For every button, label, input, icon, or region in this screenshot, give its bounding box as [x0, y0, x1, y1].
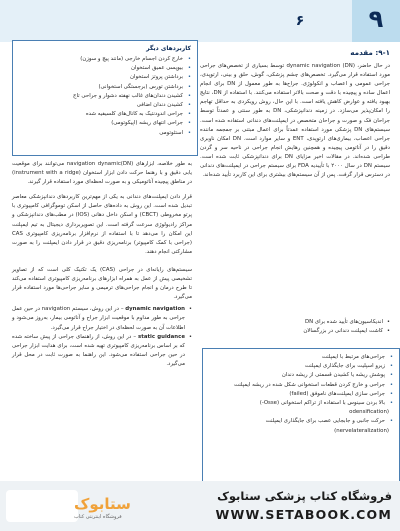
bullet-text: – در این روش، سیستم navigation در حین عمل جراحی به طور مداوم با موقعیت ابزار جراح و آناتومی بیمار، به‌روز می‌شود و اطلاعات آن به صورت لحظه‌ای در اختیار جراح قرار می‌گیرد.: [12, 306, 185, 331]
box-item: • خارج کردن اجسام خارجی (مانند پیچ و سوزن): [19, 55, 191, 64]
implant-surgery-box: [202, 348, 400, 486]
box-item: • بالا بردن سینوس با استفاده از تراکم استخوانی (Osse-): [209, 399, 393, 408]
box-item: • پوشش ریشه یا کشیدن قسمتی از ریشه دندان: [209, 371, 393, 380]
box-item: • جراحی‌های مرتبط با ایمپلنت: [209, 353, 393, 362]
box-item: • حرکت جانبی و جابجایی عصب برای جایگذاری ایمپلنت: [209, 417, 393, 426]
store-url[interactable]: WWW.SETABOOK.COM: [215, 507, 392, 522]
intro-paragraph: در حال حاضر، dynamic navigation (DN) توسط بسیاری از تخصص‌های جراحی مورد استفاده قرار می‌گیرد. تخصص‌های چشم پزشکی، گوش، حلق و بینی، ارتوپدی، جراحی عمومی و اعصاب و انکولوژی. جراح‌ها به طور معمول از DN برای انجام اعمال ساده و پیچیده با دقت و صحت بالاتر استفاده می‌کنند. با استفاده از DN، نتایج بهبود یافته و عوارض کاهش یافته است. با این حال، روش رویکردی به حداقل تهاجم را امکان‌پذیر می‌سازد. در زمینه دندانپزشکی، DN به طور سنتی و عمدتاً توسط جراحان فک و صورت و جراحان متخصص در ایمپلنت‌های دندانی استفاده شده است. سیستم‌های DN پزشکی مورد استفاده عمدتاً برای اعمال مبتنی بر جمجمه ماننده جراحی اعصاب، بیماری‌های ارتوپدی، ENT و سایر موارد است. DN امکان ناوبری دقیق را در آناتومی پیچیده و همچنین رهایش انجام جراحی در ناحیه سر و گردن طراحی شده‌اند. در مقالات اخیر مزایای DN برای دندانپزشکی ثابت شده است. سیستم DN در سال ۲۰۰۰ با تأییدیه FDA برای سیستم جراحی در ایمپلنت‌های دندانی در دسترس قرار گرفت. پس از آن سیستم‌های بیشتری برای این کاربرد تأیید شده‌اند.: [200, 63, 390, 179]
body-paragraph: به طور خلاصه، ابزارهای navigation dynamic(DN) می‌توانند برای موقعیت یابی دقیق و با رهنما حرکت دادن ابزار استخوان (instrument with a ridge) در مناطق پیچیده آناتومیکی و به صورت لحظه‌ای مورد استفاده قرار گیرند.: [12, 161, 192, 186]
box-item: (odensification: [349, 409, 389, 416]
bullet-text: – در این روش، از راهنمای جراحی از پیش ساخته شده که بر اساس برنامه‌ریزی کامپیوتری تهیه شده است، برای هدایت ابزار جراحی در حین جراحی استفاده می‌شود. این راهنما به صورت ثابت در محل قرار می‌گیرد.: [12, 333, 185, 367]
method-bullet: [12, 305, 192, 332]
bullet-term: static guidance: [138, 333, 185, 340]
section-title: ۹-۱: مقدمه: [350, 48, 390, 57]
box-item: • برداشتن پروتز استخوان: [19, 73, 191, 82]
body-paragraph: سیستم‌های رایانه‌ای در جراحی (CAS) یک تکنیک کلی است که از تصاویر تشخیصی پیش از عمل به همراه ابزارهای برنامه‌ریزی کامپیوتری استفاده می‌کند تا طرح درمان و انجام جراحی‌های ترمیمی و سایر جراحی‌ها مورد استفاده قرار می‌گیرد.: [12, 266, 192, 301]
body-paragraph: قرار دادن ایمپلنت‌های دندانی به یکی از مهم‌ترین کاربردهای دندانپزشکی معاصر تبدیل شده است. این روش به داده‌های حاصل از اسکن توموگرافی کامپیوتری با پرتو مخروطی (CBCT) و اسکن داخل دهانی (IOS) در مطب‌های دندانپزشکی و مراکز رادیولوژی سرعت گرفته است. این تصویربرداری دیجیتال به تیم ایمپلنت این امکان را می‌دهد تا با استفاده از نرم‌افزار برنامه‌ریزی کامپیوتری CAS (جراحی با کمک کامپیوتر) برنامه‌ریزی دقیق در قرار دادن ایمپلنت را به صورت مشارکتی انجام دهند.: [12, 194, 192, 255]
box-item: • استئوتومی: [19, 129, 191, 138]
box-item: • برداشتن تورس (برجستگی استخوانی): [19, 83, 191, 92]
intro-column: [200, 62, 390, 180]
indication-item: • کاشت ایمپلنت دندانی در بزرگسالان: [200, 327, 390, 336]
store-title: فروشگاه کتاب پزشکی ستابوک: [217, 489, 392, 503]
logo-text: ستابوک: [74, 495, 131, 513]
box-item: • کشیدن دندان‌های غالب نهفته دشوار و جراحی تاج: [19, 92, 191, 101]
box-item: • جراحی انتهای ریشه (اپیکوتومی): [19, 119, 191, 128]
setabook-logo: [6, 490, 131, 522]
other-uses-box: [12, 40, 198, 156]
page-number: ۹: [368, 5, 384, 33]
box-item: • کشیدن دندان اضافی: [19, 101, 191, 110]
left-body-column: [12, 160, 192, 369]
header-band: [0, 0, 400, 42]
box-title: کاربردهای دیگر: [146, 45, 191, 52]
method-bullet: [12, 333, 192, 369]
box-item: • بیوپسی عمیق استخوان: [19, 64, 191, 73]
box-item: • جراحی سازی ایمپلنت‌های ناموفق (failed): [209, 390, 393, 399]
box-item: • جراحی اندودنتیک به کانال‌های کلسیفیه شده: [19, 110, 191, 119]
indication-item: • اندیکاسیون‌های تأیید شده برای DN: [200, 318, 390, 327]
chapter-number: ۶: [295, 13, 305, 29]
box-item: (nervelateralization): [334, 427, 389, 434]
logo-subtext: فروشگاه اینترنتی کتاب: [74, 514, 122, 520]
bullet-term: dynamic navigation: [125, 306, 186, 313]
box-item: • زیرو اسپلیت برای جایگذاری ایمپلنت: [209, 362, 393, 371]
box-item: • جراحی و خارج کردن قطعات استخوانی شکل شده در ریشه ایمپلنت: [209, 381, 393, 390]
indications-list: [200, 318, 390, 336]
